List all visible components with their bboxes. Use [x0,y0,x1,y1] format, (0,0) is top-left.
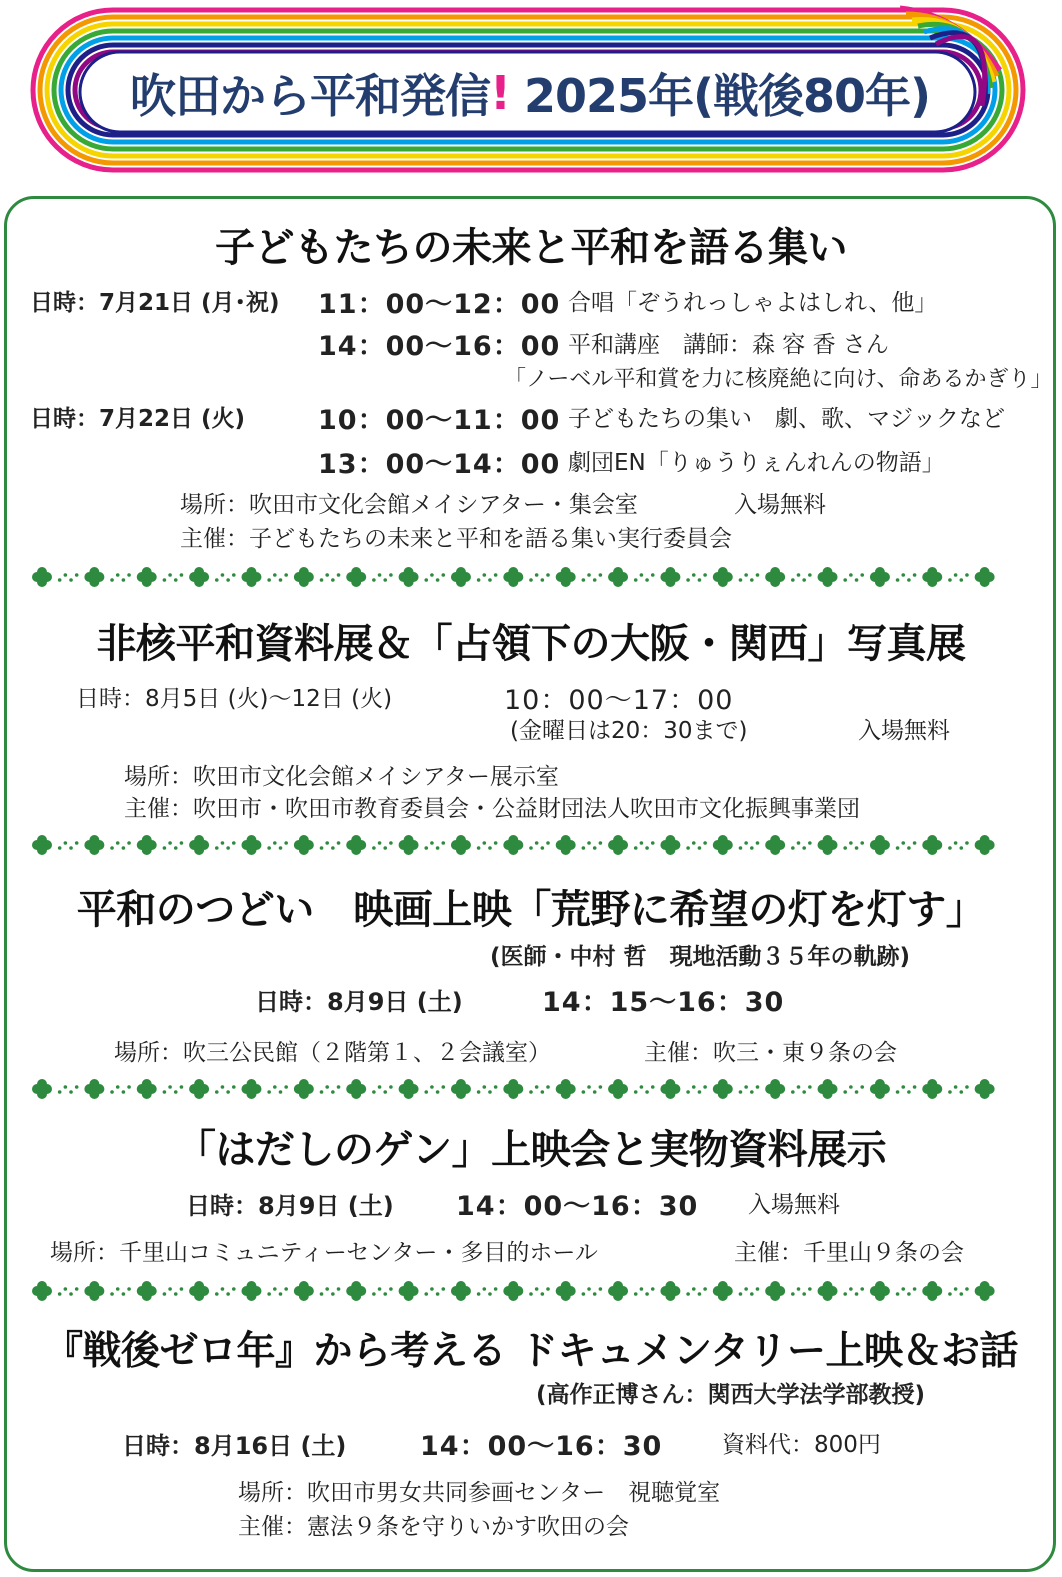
dotted-line [58,841,79,850]
clover-icon [922,567,942,587]
event-host: 主催：吹田市・吹田市教育委員会・公益財団法人吹田市文化振興事業団 [124,796,860,822]
clover-icon [294,835,314,855]
clover-icon [608,1079,628,1099]
event-program: 劇団EN「りゅうりぇんれんの物語」 [568,450,945,476]
event-host: 主催：千里山９条の会 [734,1240,964,1266]
event-date: 日時：8月9日 (土) [186,1192,394,1220]
clover-icon [189,1079,209,1099]
dotted-line [110,1085,131,1094]
clover-icon [84,1079,104,1099]
dotted-line [843,573,864,582]
dotted-line [791,1287,812,1296]
clover-icon [294,1281,314,1301]
clover-icon [137,835,157,855]
dotted-line [843,1287,864,1296]
clover-icon [556,835,576,855]
clover-icon [556,567,576,587]
dotted-line [320,1085,341,1094]
clover-icon [503,835,523,855]
event-date: 日時：8月16日 (土) [122,1432,347,1460]
clover-icon [818,1079,838,1099]
clover-icon [399,567,419,587]
clover-icon [451,567,471,587]
clover-icon [975,1281,995,1301]
clover-icon [137,1281,157,1301]
event-host: 主催：吹三・東９条の会 [644,1040,897,1066]
dotted-line [634,1287,655,1296]
dotted-line [634,1085,655,1094]
event-time: 14：15～16：30 [542,987,785,1018]
dotted-line [163,1085,184,1094]
clover-icon [189,835,209,855]
event-title: 非核平和資料展＆「占領下の大阪・関西」写真展 [96,621,966,667]
clover-icon [137,567,157,587]
dotted-line [843,1085,864,1094]
clover-icon [556,1079,576,1099]
event-place: 場所：吹三公民館（２階第１、２会議室） [114,1040,551,1066]
dotted-line [686,1085,707,1094]
dotted-line [739,1085,760,1094]
dotted-line [372,1085,393,1094]
clover-icon [241,835,261,855]
event-program: 平和講座 講師：森 容 香 さん [568,332,889,358]
event-fee: 資料代：800円 [722,1432,881,1458]
dotted-line [372,1287,393,1296]
clover-icon [451,1281,471,1301]
dotted-line [424,841,445,850]
clover-icon [84,1281,104,1301]
event-subtitle: (高作正博さん：関西大学法学部教授) [536,1382,926,1408]
clover-icon [713,567,733,587]
clover-icon [451,1079,471,1099]
dotted-line [529,573,550,582]
dotted-line [424,1085,445,1094]
dotted-line [163,573,184,582]
clover-icon [294,1079,314,1099]
clover-icon [241,567,261,587]
dotted-line [948,573,969,582]
event-host: 主催：子どもたちの未来と平和を語る集い実行委員会 [180,526,732,552]
clover-divider [30,1278,1025,1304]
dotted-line [58,573,79,582]
dotted-line [320,573,341,582]
clover-icon [660,835,680,855]
dotted-line [320,841,341,850]
clover-icon [922,835,942,855]
clover-icon [503,1281,523,1301]
event-date: 日時：7月22日 (火) [30,406,246,432]
event-date: 日時：8月5日 (火)～12日 (火) [76,686,393,712]
dotted-line [372,841,393,850]
clover-icon [975,567,995,587]
banner-title-year: 2025年(戦後80年) [523,69,931,123]
clover-icon [32,1281,52,1301]
dotted-line [267,841,288,850]
clover-icon [84,567,104,587]
clover-icon [765,1281,785,1301]
event-place: 場所：吹田市男女共同参画センター 視聴覚室 [238,1480,721,1506]
clover-icon [241,1079,261,1099]
event-title: 「はだしのゲン」上映会と実物資料展示 [175,1127,887,1173]
clover-icon [660,567,680,587]
clover-icon [765,567,785,587]
event-title: 平和のつどい 映画上映「荒野に希望の灯を灯す」 [76,887,986,933]
dotted-line [267,1085,288,1094]
clover-icon [503,1079,523,1099]
clover-icon [975,1079,995,1099]
dotted-line [791,573,812,582]
clover-icon [608,567,628,587]
clover-icon [137,1079,157,1099]
clover-icon [765,835,785,855]
event-note: (金曜日は20：30まで) [510,718,748,744]
dotted-line [267,1287,288,1296]
banner-title-main: 吹田から平和発信 [129,69,490,123]
clover-icon [189,1281,209,1301]
clover-icon [399,1281,419,1301]
dotted-line [477,573,498,582]
dotted-line [424,1287,445,1296]
dotted-line [477,1287,498,1296]
clover-divider [30,564,1025,590]
clover-icon [713,1281,733,1301]
clover-divider [30,832,1025,858]
dotted-line [896,1287,917,1296]
dotted-line [58,1287,79,1296]
dotted-line [739,1287,760,1296]
dotted-line [896,1085,917,1094]
clover-divider [30,1076,1025,1102]
clover-icon [870,1281,890,1301]
dotted-line [791,841,812,850]
dotted-line [948,841,969,850]
event-host: 主催：憲法９条を守りいかす吹田の会 [238,1514,629,1540]
dotted-line [58,1085,79,1094]
dotted-line [948,1085,969,1094]
dotted-line [215,841,236,850]
clover-icon [660,1281,680,1301]
dotted-line [267,573,288,582]
dotted-line [529,1287,550,1296]
clover-icon [922,1079,942,1099]
dotted-line [372,573,393,582]
clover-icon [818,835,838,855]
clover-icon [503,567,523,587]
event-time: 10：00～11：00 [318,405,561,436]
clover-icon [32,835,52,855]
clover-icon [294,567,314,587]
clover-icon [556,1281,576,1301]
clover-icon [975,835,995,855]
dotted-line [686,1287,707,1296]
clover-icon [870,1079,890,1099]
clover-icon [346,567,366,587]
clover-icon [765,1079,785,1099]
dotted-line [582,573,603,582]
event-time: 14：00～16：30 [456,1191,699,1222]
event-fee: 入場無料 [734,492,826,518]
dotted-line [110,1287,131,1296]
clover-icon [399,835,419,855]
dotted-line [110,573,131,582]
clover-icon [713,835,733,855]
dotted-line [529,1085,550,1094]
dotted-line [582,841,603,850]
clover-icon [84,835,104,855]
clover-icon [818,1281,838,1301]
dotted-line [582,1085,603,1094]
event-program: 合唱「ぞうれっしゃよはしれ、他」 [568,290,938,316]
event-subtitle: (医師・中村 哲 現地活動３５年の軌跡) [490,944,911,970]
clover-icon [608,835,628,855]
dotted-line [686,841,707,850]
dotted-line [529,841,550,850]
clover-icon [660,1079,680,1099]
dotted-line [739,841,760,850]
event-time: 14：00～16：00 [318,331,561,362]
event-fee: 入場無料 [858,718,950,744]
dotted-line [634,841,655,850]
dotted-line [110,841,131,850]
clover-icon [32,567,52,587]
event-title: 子どもたちの未来と平和を語る集い [215,225,847,271]
clover-icon [818,567,838,587]
clover-icon [451,835,471,855]
exclamation-mark: ! [489,66,510,120]
event-time: 14：00～16：30 [420,1431,663,1462]
dotted-line [582,1287,603,1296]
dotted-line [686,573,707,582]
dotted-line [948,1287,969,1296]
dotted-line [477,1085,498,1094]
dotted-line [215,573,236,582]
dotted-line [739,573,760,582]
dotted-line [163,1287,184,1296]
dotted-line [320,1287,341,1296]
dotted-line [215,1085,236,1094]
title-banner [0,0,1062,190]
dotted-line [424,573,445,582]
dotted-line [215,1287,236,1296]
dotted-line [791,1085,812,1094]
dotted-line [163,841,184,850]
banner-title [95,58,965,128]
clover-icon [32,1079,52,1099]
event-time: 10：00～17：00 [504,685,734,716]
dotted-line [477,841,498,850]
dotted-line [896,841,917,850]
clover-icon [241,1281,261,1301]
event-program: 子どもたちの集い 劇、歌、マジックなど [568,406,1005,432]
dotted-line [634,573,655,582]
event-time: 13：00～14：00 [318,449,561,480]
clover-icon [870,567,890,587]
event-fee: 入場無料 [748,1192,840,1218]
clover-icon [189,567,209,587]
event-date: 日時：7月21日 (月･祝) [30,290,280,316]
clover-icon [713,1079,733,1099]
event-program-note: 「ノーベル平和賞を力に核廃絶に向け、命あるかぎり」 [504,367,1053,392]
clover-icon [399,1079,419,1099]
clover-icon [870,835,890,855]
clover-icon [346,1079,366,1099]
event-time: 11：00～12：00 [318,289,561,320]
event-date: 日時：8月9日 (土) [255,988,463,1016]
dotted-line [896,573,917,582]
clover-icon [346,835,366,855]
event-place: 場所：吹田市文化会館メイシアター・集会室 [180,492,638,518]
clover-icon [346,1281,366,1301]
event-place: 場所：吹田市文化会館メイシアター展示室 [124,764,559,790]
event-title: 『戦後ゼロ年』から考える ドキュメンタリー上映＆お話 [43,1329,1019,1374]
event-place: 場所：千里山コミュニティーセンター・多目的ホール [50,1240,598,1266]
dotted-line [843,841,864,850]
clover-icon [608,1281,628,1301]
clover-icon [922,1281,942,1301]
